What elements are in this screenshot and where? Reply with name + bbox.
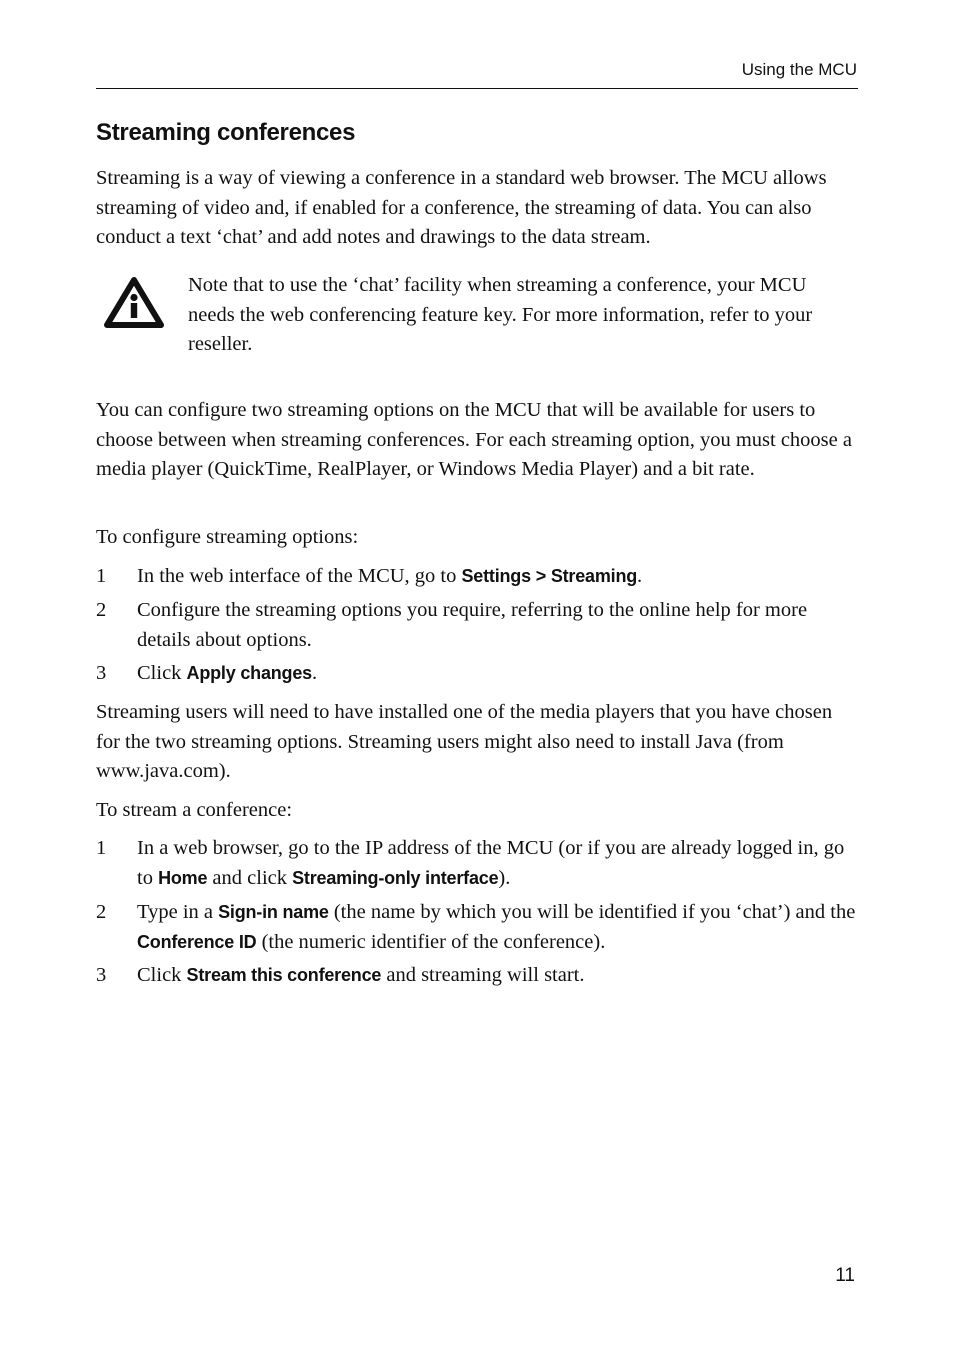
step-number: 3 bbox=[96, 964, 107, 986]
users-paragraph: Streaming users will need to have installed one of the media players that you have chosen for the two streaming options. Streaming users might also need to install Java (from www.java.com). bbox=[96, 701, 833, 782]
ui-label-home: Home bbox=[158, 867, 208, 888]
step-text: Click Apply changes. bbox=[137, 662, 318, 684]
step-number: 2 bbox=[96, 901, 107, 923]
menu-path: Settings > Streaming bbox=[461, 566, 638, 586]
page-number: 11 bbox=[835, 1265, 855, 1286]
ui-label-sign-in-name: Sign-in name bbox=[218, 902, 329, 922]
step-number: 2 bbox=[96, 599, 107, 621]
step-number: 1 bbox=[96, 837, 107, 859]
configure-intro: To configure streaming options: bbox=[96, 526, 359, 548]
step-number: 1 bbox=[96, 565, 107, 587]
options-paragraph: You can configure two streaming options on the MCU that will be available for users to choose between when streaming conferences. For each streaming option, you must choose a media player (QuickTime, RealPlayer, or Windows Media Player) and a bit rate. bbox=[96, 399, 852, 480]
header-rule bbox=[96, 88, 858, 89]
step-text: In a web browser, go to the IP address of the MCU (or if you are already logged in, go to Home and click Streaming-only interface). bbox=[137, 837, 845, 889]
ui-label-conference-id: Conference ID bbox=[137, 931, 257, 952]
warning-icon bbox=[104, 276, 164, 328]
step-text: Click Stream this conference and streaming will start. bbox=[137, 964, 585, 986]
step-text: Configure the streaming options you require, referring to the online help for more details about options. bbox=[137, 599, 808, 651]
step-text: In the web interface of the MCU, go to Settings > Streaming. bbox=[137, 565, 643, 587]
section-title: Streaming conferences bbox=[96, 119, 356, 146]
running-header: Using the MCU bbox=[741, 60, 857, 79]
ui-label-stream-this-conference: Stream this conference bbox=[186, 965, 382, 985]
step-text: Type in a Sign-in name (the name by which you will be identified if you ‘chat’) and the Conference ID (the numeric identifier of the conference). bbox=[137, 901, 856, 953]
note-text: Note that to use the ‘chat’ facility when streaming a conference, your MCU needs the web conferencing feature key. For more information, refer to your reseller. bbox=[188, 274, 813, 355]
intro-paragraph: Streaming is a way of viewing a conference in a standard web browser. The MCU allows streaming of video and, if enabled for a conference, the streaming of data. You can also conduct a text ‘chat’ and add notes and drawings to the data stream. bbox=[96, 167, 827, 248]
stream-intro: To stream a conference: bbox=[96, 799, 293, 821]
step-number: 3 bbox=[96, 662, 107, 684]
ui-label-streaming-only: Streaming-only interface bbox=[292, 867, 499, 888]
ui-label-apply-changes: Apply changes bbox=[186, 663, 312, 683]
